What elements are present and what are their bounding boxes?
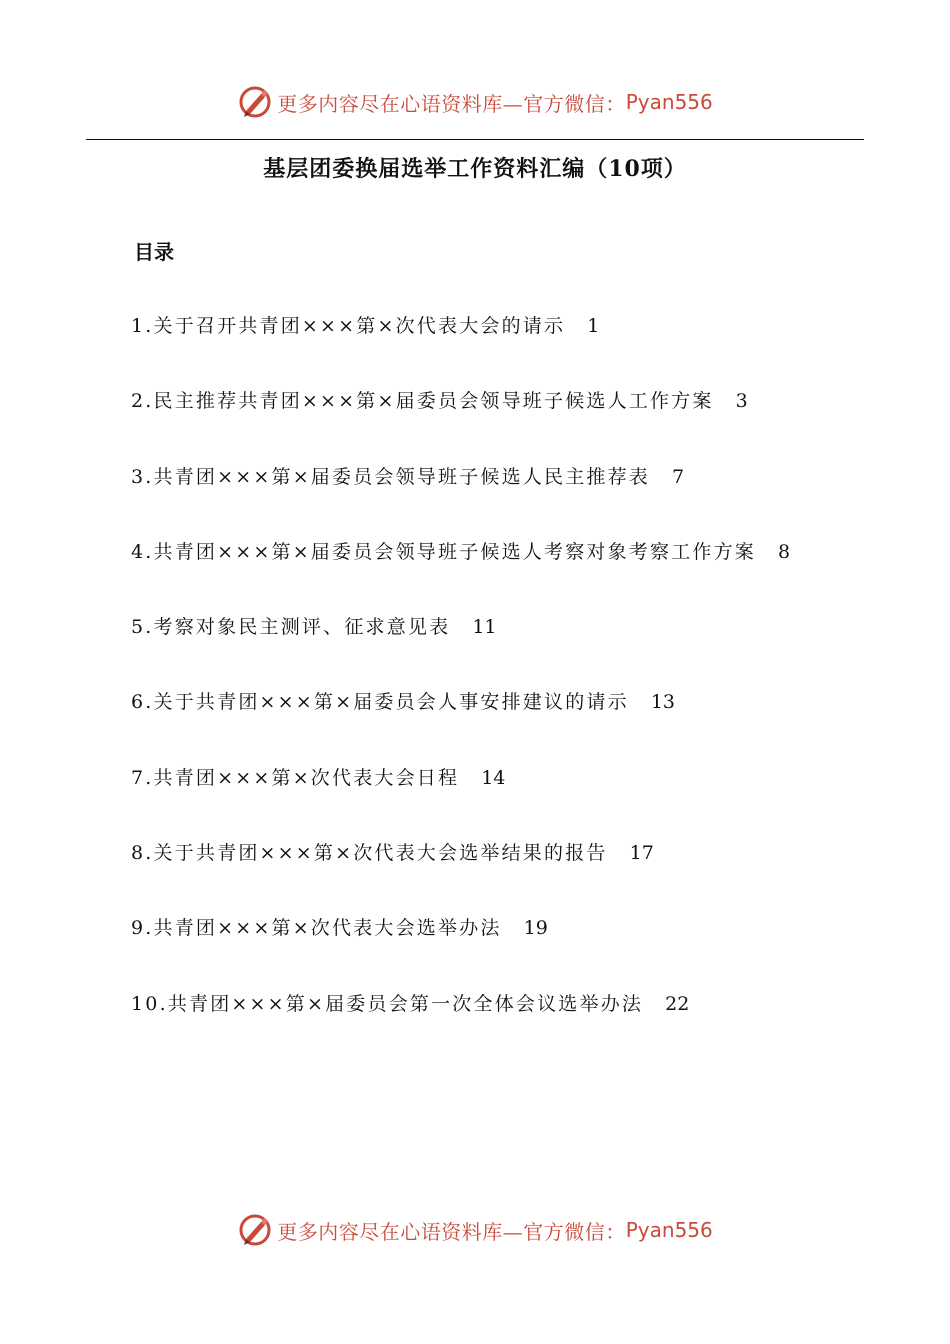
toc-item-page: 14 [481,766,506,789]
toc-item-page: 3 [735,390,748,413]
table-of-contents [131,310,871,1063]
toc-item [131,837,871,912]
toc-item [131,310,871,385]
toc-item-page: 7 [672,465,685,488]
toc-item [131,536,871,611]
toc-item-label: 5.考察对象民主测评、征求意见表 [131,616,451,639]
header-banner [0,80,950,124]
pen-circle-logo-icon [237,1212,273,1248]
toc-item [131,461,871,536]
header-divider [86,139,864,140]
footer-wechat-id: Pyan556 [625,1218,713,1242]
toc-item-label: 9.共青团×××第×次代表大会选举办法 [131,917,502,940]
toc-item-label: 10.共青团×××第×届委员会第一次全体会议选举办法 [131,992,644,1015]
toc-item-page: 17 [629,842,654,865]
toc-item-page: 1 [587,315,600,337]
toc-item [131,912,871,987]
toc-item [131,611,871,686]
toc-item-page: 22 [665,992,690,1015]
pen-circle-logo-icon [237,84,273,120]
toc-item-page: 11 [472,616,497,639]
toc-item-label: 7.共青团×××第×次代表大会日程 [131,766,460,789]
document-title: 基层团委换届选举工作资料汇编（10项） [263,156,687,182]
toc-item-page: 8 [778,540,791,563]
toc-item-page: 13 [650,691,675,714]
toc-item [131,686,871,761]
footer-promo-text: 更多内容尽在心语资料库—官方微信： [277,1219,626,1244]
toc-item [131,385,871,460]
toc-item-label: 6.关于共青团×××第×届委员会人事安排建议的请示 [131,691,629,714]
header-wechat-id: Pyan556 [625,90,713,114]
toc-item-label: 8.关于共青团×××第×次代表大会选举结果的报告 [131,842,608,865]
header-promo-text: 更多内容尽在心语资料库—官方微信： [277,91,626,116]
toc-item-page: 19 [523,917,548,940]
toc-item-label: 4.共青团×××第×届委员会领导班子候选人考察对象考察工作方案 [131,540,757,563]
toc-item [131,988,871,1063]
toc-item-label: 1.关于召开共青团×××第×次代表大会的请示 [131,315,566,337]
toc-item-label: 3.共青团×××第×届委员会领导班子候选人民主推荐表 [131,465,651,488]
toc-item [131,762,871,837]
toc-heading: 目录 [134,240,174,264]
footer-banner [0,1208,950,1252]
toc-item-label: 2.民主推荐共青团×××第×届委员会领导班子候选人工作方案 [131,390,714,413]
